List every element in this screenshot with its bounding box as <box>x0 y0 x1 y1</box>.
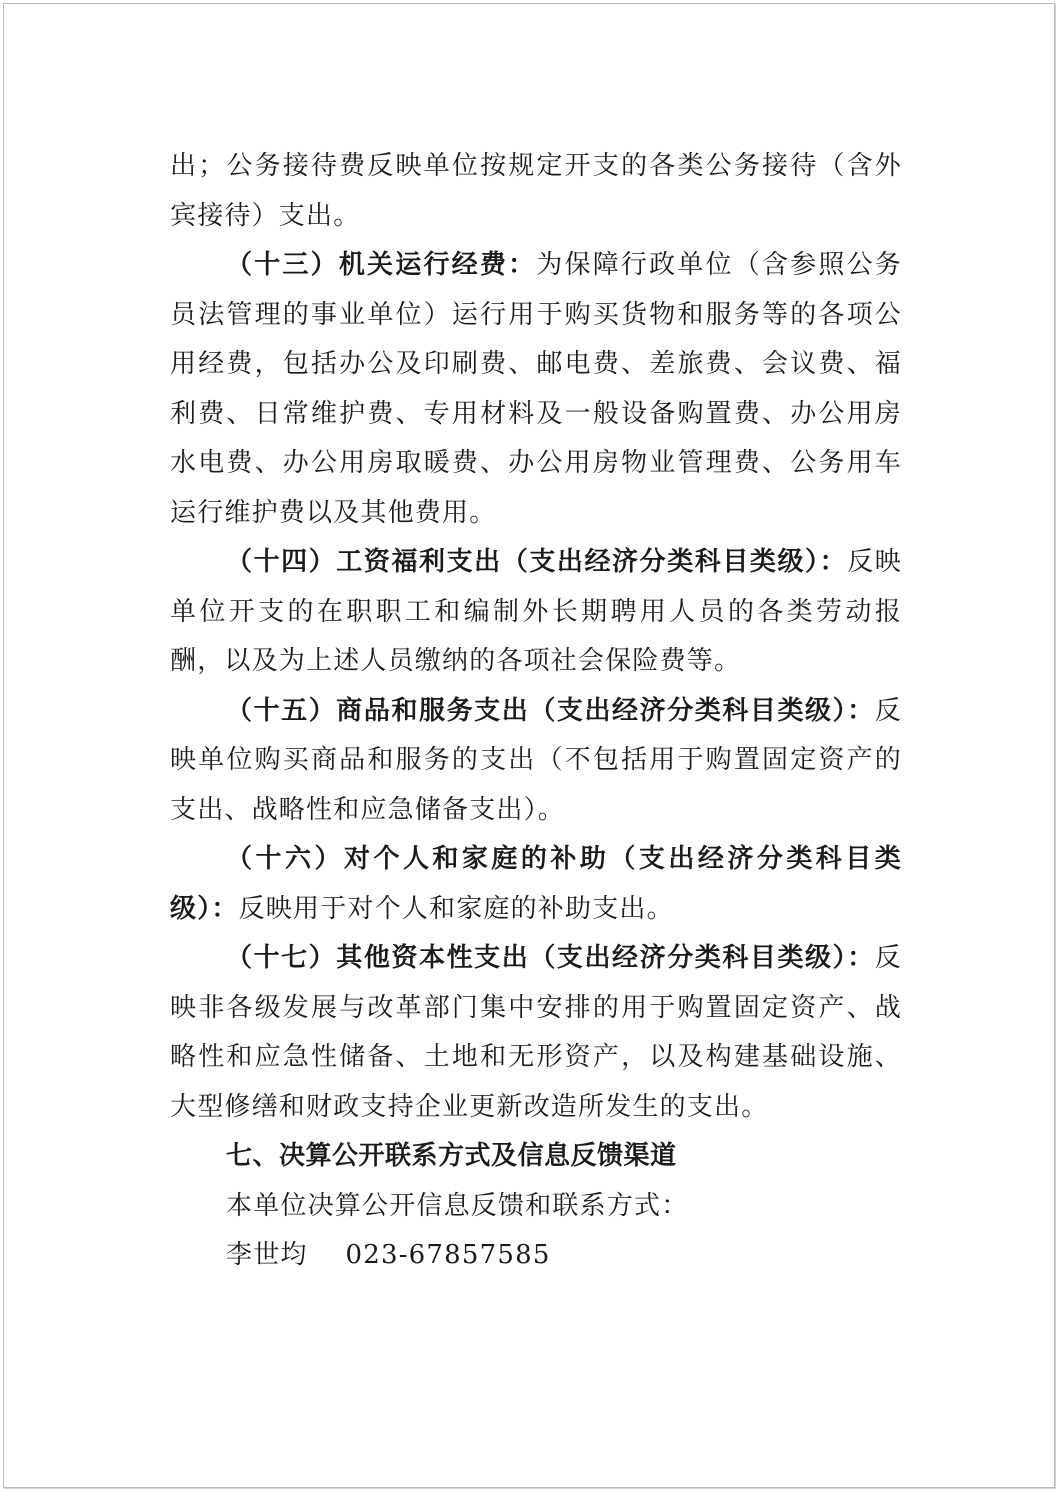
paragraph-title: （十五）商品和服务支出（支出经济分类科目类级）： <box>226 695 875 726</box>
paragraph-title: （十七）其他资本性支出（支出经济分类科目类级）： <box>226 943 875 973</box>
paragraph-title: （十六）对个人和家庭的补助（支出经济分类科目类级）： <box>170 844 902 924</box>
document-body <box>170 142 902 1281</box>
paragraph-text: 为保障行政单位（含参照公务员法管理的事业单位）运行用于购买货物和服务等的各项公用经费，包括办公及印刷费、邮电费、差旅费、会议费、福利费、日常维护费、专用材料及一般设备购置费、办公用房水电费、办公用房取暖费、办公用房物业管理费、公务用车运行维护费以及其他费用。 <box>170 250 902 528</box>
paragraph-title: （十四）工资福利支出（支出经济分类科目类级）： <box>226 547 848 577</box>
paragraph-14 <box>170 538 902 687</box>
section-heading: 七、决算公开联系方式及信息反馈渠道 <box>226 1141 677 1171</box>
paragraph-13 <box>170 241 902 538</box>
contact-name: 李世均 <box>226 1240 308 1270</box>
paragraph-continuation <box>170 142 902 241</box>
paragraph-text: 反映单位开支的在职职工和编制外长期聘用人员的各类劳动报酬，以及为上述人员缴纳的各项社会保险费等。 <box>170 547 902 676</box>
paragraph-15 <box>170 687 902 836</box>
paragraph-text: 反映非各级发展与改革部门集中安排的用于购置固定资产、战略性和应急性储备、土地和无形资产，以及构建基础设施、大型修缮和财政支持企业更新改造所发生的支出。 <box>170 943 902 1122</box>
contact-phone: 023-67857585 <box>345 1240 551 1270</box>
paragraph-text: 反映用于对个人和家庭的补助支出。 <box>238 893 674 924</box>
paragraph-text: 反映单位购买商品和服务的支出（不包括用于购置固定资产的支出、战略性和应急储备支出）。 <box>170 695 902 825</box>
paragraph-16 <box>170 835 902 934</box>
section-intro: 本单位决算公开信息反馈和联系方式： <box>226 1190 689 1221</box>
page <box>3 3 1055 1488</box>
contact-line <box>170 1231 902 1281</box>
paragraph-text: 出；公务接待费反映单位按规定开支的各类公务接待（含外宾接待）支出。 <box>170 151 902 231</box>
paragraph-title: （十三）机关运行经费： <box>226 250 537 280</box>
paragraph-17 <box>170 934 902 1132</box>
